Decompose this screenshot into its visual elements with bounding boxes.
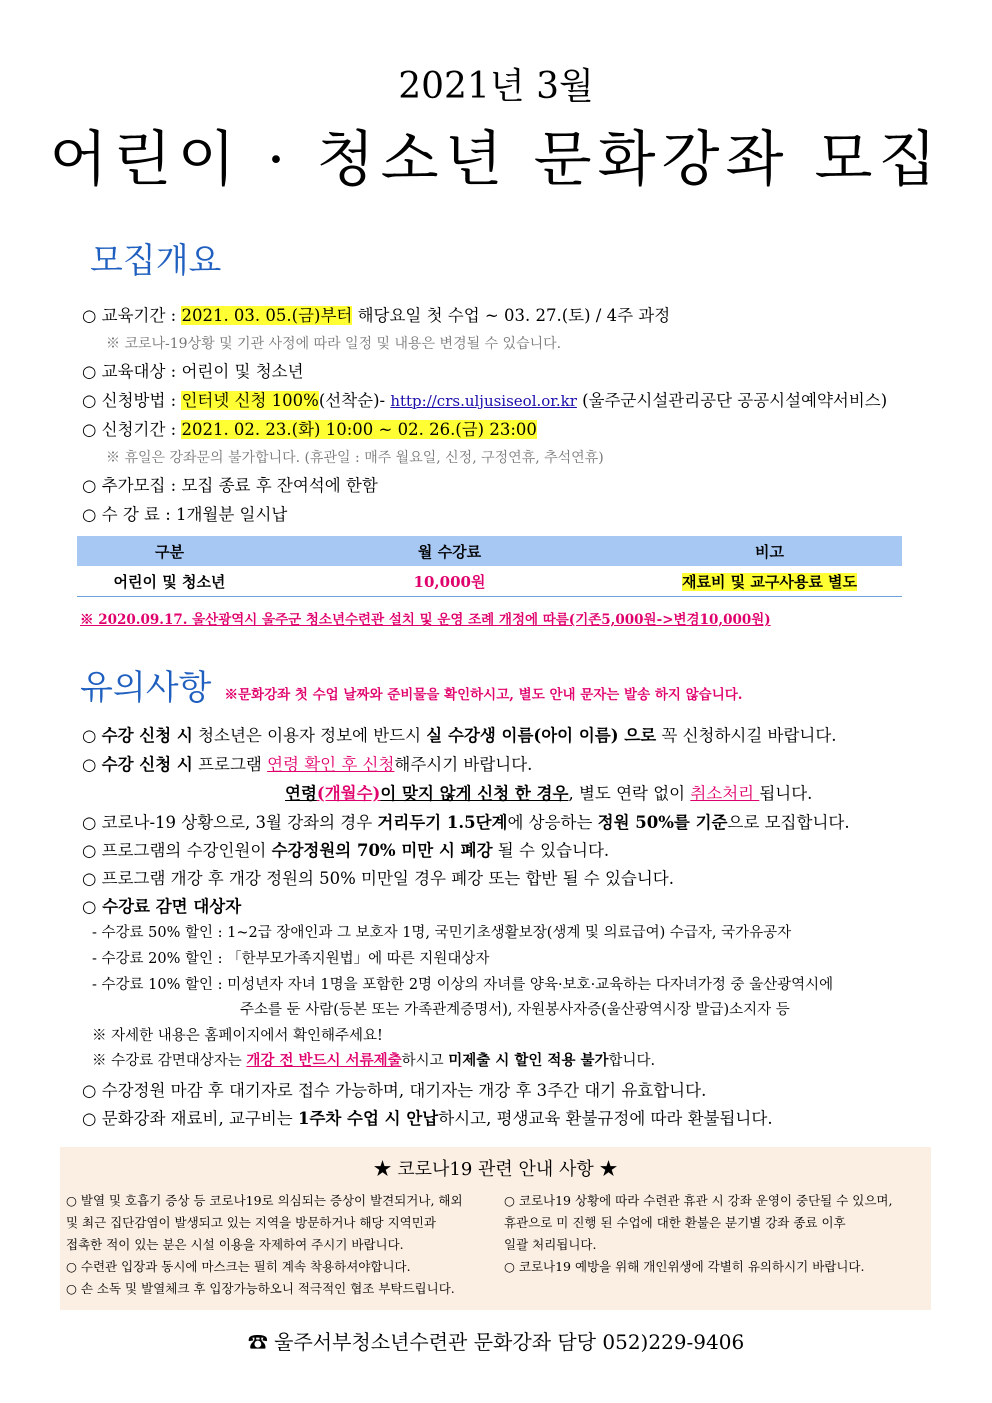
apply-note: ※ 휴일은 강좌문의 불가합니다. (휴관일 : 매주 월요일, 신정, 구정연휴, 추석연휴) bbox=[106, 450, 604, 466]
notice-title: 유의사항 bbox=[80, 668, 212, 708]
emphasis: 거리두기 1.5단계 bbox=[377, 813, 508, 832]
cell-category: 어린이 및 청소년 bbox=[113, 572, 226, 591]
notice-heading bbox=[80, 660, 742, 709]
apply-line bbox=[82, 416, 537, 440]
contact-footer bbox=[0, 1326, 992, 1355]
period-note: ※ 코로나-19상황 및 기관 사정에 따라 일정 및 내용은 변경될 수 있습니다. bbox=[106, 336, 562, 352]
discount-50: - 수강료 50% 할인 : 1~2급 장애인과 그 보호자 1명, 국민기초생활보장(생계 및 의료급여) 수급자, 국가유공자 bbox=[92, 925, 792, 941]
text: ○ 문화강좌 재료비, 교구비는 bbox=[82, 1109, 298, 1128]
notice-line-1 bbox=[82, 722, 837, 746]
col-category: 구분 bbox=[155, 542, 184, 561]
text: 됩니다. bbox=[759, 784, 813, 803]
target-line: ○ 교육대상 : 어린이 및 청소년 bbox=[82, 362, 304, 381]
bullet: ○ bbox=[82, 755, 102, 774]
covid-right-4: ○ 코로나19 예방을 위해 개인위생에 각별히 유의하시기 바랍니다. bbox=[504, 1259, 865, 1274]
emphasis: 정원 50%를 기준 bbox=[597, 813, 728, 832]
text: 꼭 신청하시길 바랍니다. bbox=[656, 726, 837, 745]
text: , 별도 연락 없이 bbox=[568, 784, 691, 803]
fee-table-note: ※ 2020.09.17. 울산광역시 울주군 청소년수련관 설치 및 운영 조례 개정에 따름(기존5,000원->변경10,000원) bbox=[80, 612, 771, 628]
col-monthly-fee: 월 수강료 bbox=[417, 542, 482, 561]
text: 하시고, 평생교육 환불규정에 따라 환불됩니다. bbox=[438, 1109, 773, 1128]
bullet: ○ bbox=[82, 726, 102, 745]
text: 에 상응하는 bbox=[507, 813, 598, 832]
method-mid: (선착순)- bbox=[318, 391, 391, 410]
emphasis: 미제출 시 할인 적용 불가 bbox=[448, 1052, 609, 1069]
method-label: ○ 신청방법 : bbox=[82, 391, 182, 410]
notice-line-5 bbox=[82, 837, 609, 861]
covid-right-2: 휴관으로 미 진행 된 수업에 대한 환불은 분기별 강좌 종료 이후 bbox=[504, 1215, 846, 1230]
fee-table bbox=[77, 536, 902, 597]
emphasis: 1주차 수업 시 안납 bbox=[297, 1109, 439, 1128]
period-rest: 해당요일 첫 수업 ~ 03. 27.(토) / 4주 과정 bbox=[352, 306, 671, 325]
text: 하시고 bbox=[401, 1053, 449, 1069]
text: ※ 수강료 감면대상자는 bbox=[92, 1053, 247, 1069]
homepage-note: ※ 자세한 내용은 홈페이지에서 확인해주세요! bbox=[92, 1028, 383, 1044]
table-row bbox=[77, 566, 902, 597]
document-emphasis: 개강 전 반드시 서류제출 bbox=[246, 1052, 402, 1069]
period-line bbox=[82, 302, 670, 326]
notice-line-7: ○ 수강료 감면 대상자 bbox=[82, 897, 242, 916]
emphasis: 수강정원의 70% 미만 시 폐강 bbox=[271, 841, 493, 860]
extra-line: ○ 추가모집 : 모집 종료 후 잔여석에 한함 bbox=[82, 476, 378, 495]
discount-20: - 수강료 20% 할인 : 「한부모가족지원법」에 따른 지원대상자 bbox=[92, 951, 490, 967]
notice-subtitle: ※문화강좌 첫 수업 날짜와 준비물을 확인하시고, 별도 안내 문자는 발송 하지 않습니다. bbox=[224, 687, 743, 703]
contact-text: 울주서부청소년수련관 문화강좌 담당 052)229-9406 bbox=[274, 1330, 745, 1354]
document-note bbox=[92, 1049, 655, 1070]
text: 프로그램 bbox=[192, 755, 268, 774]
notice-line-3 bbox=[285, 780, 812, 804]
notice-line-15 bbox=[82, 1105, 773, 1129]
discount-10: - 수강료 10% 할인 : 미성년자 자녀 1명을 포함한 2명 이상의 자녀를 양육·보호·교육하는 다자녀가정 중 울산광역시에 bbox=[92, 977, 834, 993]
covid-left-3: 접촉한 적이 있는 분은 시설 이용을 자제하여 주시기 바랍니다. bbox=[66, 1237, 404, 1252]
fee-line: ○ 수 강 료 : 1개월분 일시납 bbox=[82, 505, 288, 524]
notice-line-2 bbox=[82, 751, 532, 775]
year-heading: 2021년 3월 bbox=[398, 66, 594, 107]
covid-title: ★ 코로나19 관련 안내 사항 ★ bbox=[373, 1159, 618, 1180]
covid-left-2: 및 최근 집단감염이 발생되고 있는 지역을 방문하거나 해당 지역민과 bbox=[66, 1215, 436, 1230]
text: 으로 모집합니다. bbox=[727, 813, 850, 832]
emphasis: 수강 신청 시 bbox=[101, 755, 193, 774]
period-label: ○ 교육기간 : bbox=[82, 306, 182, 325]
emphasis: 실 수강생 이름(아이 이름) 으로 bbox=[426, 726, 657, 745]
page-title: 어린이 · 청소년 문화강좌 모집 bbox=[49, 125, 943, 195]
covid-right-3: 일괄 처리됩니다. bbox=[504, 1237, 597, 1252]
notice-line-6: ○ 프로그램 개강 후 개강 정원의 50% 미만일 경우 폐강 또는 합반 될 수 있습니다. bbox=[82, 869, 674, 888]
fee-table-header bbox=[77, 536, 902, 566]
text: ○ 프로그램의 수강인원이 bbox=[82, 841, 272, 860]
discount-10-cont: 주소를 둔 사람(등본 또는 가족관계증명서), 자원봉사자증(울산광역시장 발급)소지자 등 bbox=[240, 1002, 790, 1018]
emphasis: 연령 bbox=[285, 784, 317, 803]
covid-right-1: ○ 코로나19 상황에 따라 수련관 휴관 시 강좌 운영이 중단될 수 있으며, bbox=[504, 1193, 893, 1208]
cell-fee: 10,000원 bbox=[413, 572, 486, 591]
emphasis: 수강 신청 시 bbox=[101, 726, 193, 745]
covid-notice-box bbox=[60, 1147, 931, 1310]
notice-line-14: ○ 수강정원 마감 후 대기자로 접수 가능하며, 대기자는 개강 후 3주간 대기 유효합니다. bbox=[82, 1081, 707, 1100]
method-line bbox=[82, 387, 887, 411]
col-remarks: 비고 bbox=[755, 542, 784, 561]
months-emphasis: (개월수) bbox=[316, 784, 381, 803]
cell-remarks bbox=[637, 571, 902, 592]
telephone-icon: ☎ bbox=[247, 1330, 268, 1354]
text: 합니다. bbox=[608, 1053, 656, 1069]
emphasis: 이 맞지 않게 신청 한 경우 bbox=[380, 784, 569, 803]
apply-highlight: 2021. 02. 23.(화) 10:00 ~ 02. 26.(금) 23:00 bbox=[181, 420, 537, 439]
apply-label: ○ 신청기간 : bbox=[82, 420, 182, 439]
period-start-highlight: 2021. 03. 05.(금)부터 bbox=[181, 306, 353, 325]
notice-line-4 bbox=[82, 809, 850, 833]
reservation-link[interactable]: http://crs.uljusiseol.or.kr bbox=[390, 392, 577, 410]
covid-left-5: ○ 손 소독 및 발열체크 후 입장가능하오니 적극적인 협조 부탁드립니다. bbox=[66, 1281, 455, 1296]
text: ○ 코로나-19 상황으로, 3월 강좌의 경우 bbox=[82, 813, 378, 832]
covid-left-4: ○ 수련관 입장과 동시에 마스크는 필히 계속 착용하셔야합니다. bbox=[66, 1259, 411, 1274]
text: 될 수 있습니다. bbox=[492, 841, 610, 860]
age-check-emphasis: 연령 확인 후 신청 bbox=[267, 755, 395, 774]
cancel-emphasis: 취소처리 bbox=[690, 784, 760, 803]
covid-left-1: ○ 발열 및 호흡기 증상 등 코로나19로 의심되는 증상이 발견되거나, 해외 bbox=[66, 1193, 463, 1208]
remarks-highlight: 재료비 및 교구사용료 별도 bbox=[681, 572, 858, 591]
text: 청소년은 이용자 정보에 반드시 bbox=[192, 726, 427, 745]
method-highlight: 인터넷 신청 100% bbox=[181, 391, 319, 410]
text: 해주시기 바랍니다. bbox=[394, 755, 533, 774]
overview-title: 모집개요 bbox=[90, 241, 222, 281]
method-suffix: (울주군시설관리공단 공공시설예약서비스) bbox=[576, 391, 888, 410]
